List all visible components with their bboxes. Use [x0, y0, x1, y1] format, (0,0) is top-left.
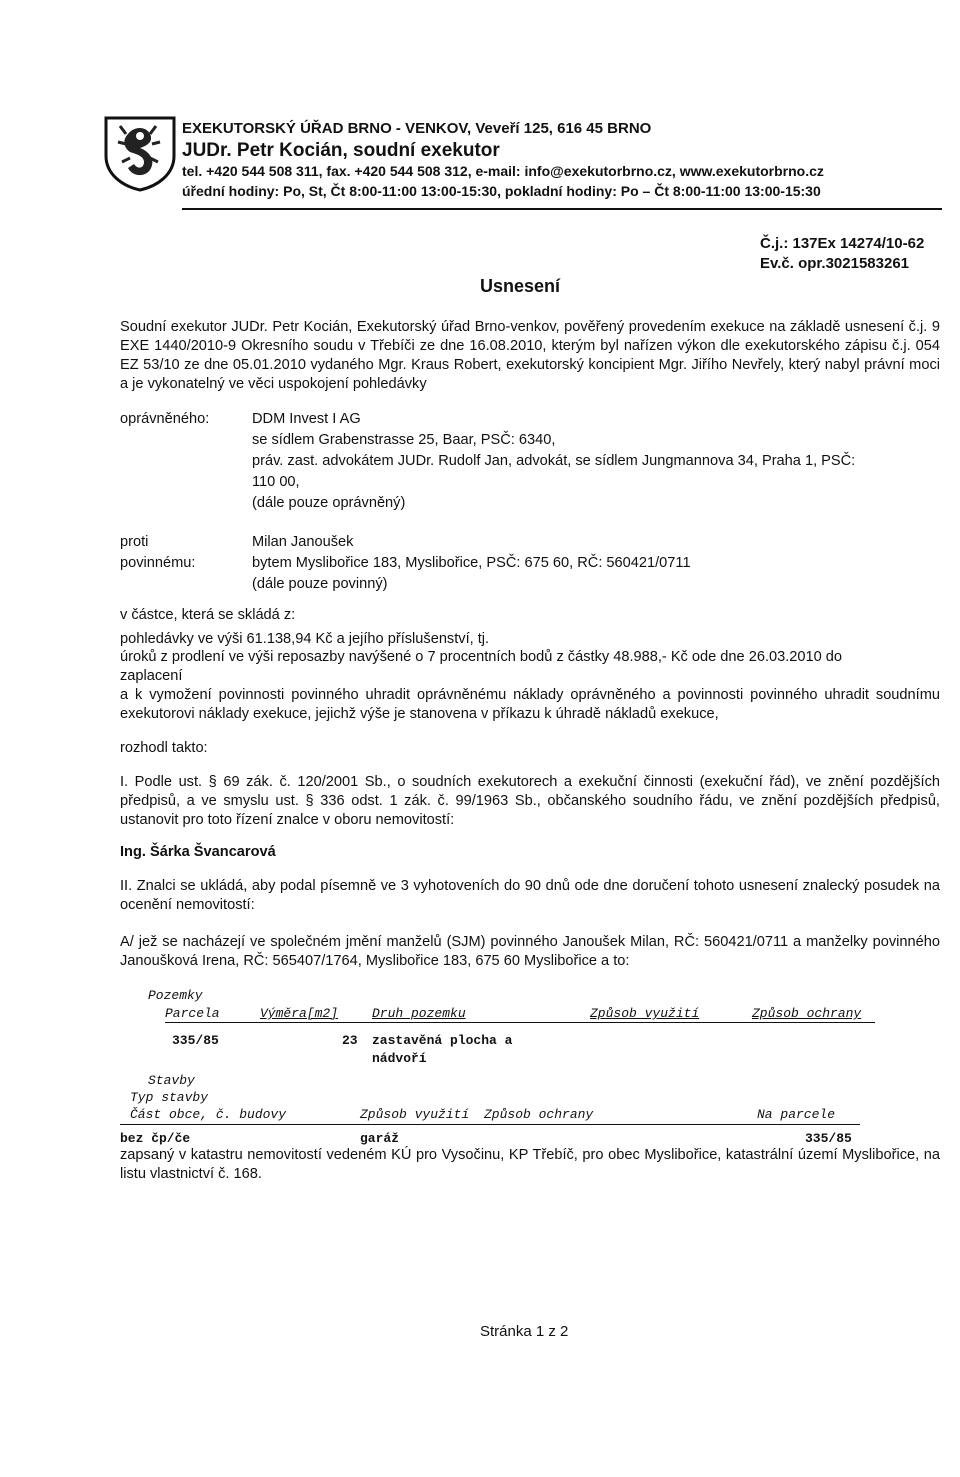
- buildings-header-type: Typ stavby: [130, 1090, 209, 1105]
- expert-name: Ing. Šárka Švancarová: [120, 844, 276, 860]
- land-kind: zastavěná plocha a: [372, 1033, 513, 1048]
- land-header-rule: [165, 1022, 875, 1023]
- document-title: Usnesení: [480, 276, 561, 296]
- claim-amount: pohledávky ve výši 61.138,94 Kč a jejího příslušenství, tj.: [120, 631, 490, 647]
- land-header-area: Výměra[m2]: [260, 1006, 339, 1021]
- point-a: A/ jež se nacházejí ve společném jmění manželů (SJM) povinného Janoušek Milan, RČ: 560421/0711 a manželky povinného Janoušková Irena, RČ: 565407/1764, Myslibořice 183, 675 60 Myslibořice a to:: [120, 934, 940, 969]
- case-number: Č.j.: 137Ex 14274/10-62: [760, 235, 925, 252]
- creditor-name: DDM Invest I AG: [252, 411, 361, 427]
- land-area: 23: [342, 1033, 358, 1048]
- building-part: bez čp/če: [120, 1131, 191, 1146]
- land-header-kind: Druh pozemku: [372, 1006, 466, 1021]
- decision-heading: rozhodl takto:: [120, 740, 208, 756]
- land-header-use: Způsob využití: [590, 1006, 700, 1021]
- office-hours: úřední hodiny: Po, St, Čt 8:00-11:00 13:00-15:30, pokladní hodiny: Po – Čt 8:00-11:00 13:00-15:30: [182, 183, 821, 199]
- costs-paragraph: a k vymožení povinnosti povinného uhradit oprávněnému náklady oprávněného a povinnosti povinného uhradit soudnímu exekutorovi náklady exekuce, jejichž výše je stanovena v příkazu k úhradě nákladů exekuce,: [120, 687, 940, 722]
- land-header-parcel: Parcela: [165, 1006, 220, 1021]
- buildings-header-use: Způsob využití: [360, 1107, 470, 1122]
- debtor-address: bytem Myslibořice 183, Myslibořice, PSČ: 675 60, RČ: 560421/0711: [252, 555, 691, 571]
- building-parcel: 335/85: [805, 1131, 852, 1146]
- against-label: proti: [120, 534, 149, 550]
- land-kind-cont: nádvoří: [372, 1051, 427, 1066]
- interest-line: úroků z prodlení ve výši reposazby navýšené o 7 procentních bodů z částky 48.988,- Kč ode dne 26.03.2010 do: [120, 649, 843, 665]
- interest-until: zaplacení: [120, 668, 183, 684]
- intro-paragraph: Soudní exekutor JUDr. Petr Kocián, Exekutorský úřad Brno-venkov, pověřený provedením exekuce na základě usnesení č.j. 9 EXE 1440/2010-9 Okresního soudu v Třebíči ze dne 16.08.2010, kterým byl nařízen výkon dle exekutorského zápisu č.j. 054 EZ 53/10 ze dne 05.01.2010 vydaného Mgr. Kraus Robert, exekutorský koncipient Mgr. Jiřího Nevřely, který nabyl právní moci a je vykonatelný ve věci uspokojení pohledávky: [120, 319, 940, 392]
- debtor-note: (dále pouze povinný): [252, 576, 388, 592]
- debtor-label: povinnému:: [120, 555, 196, 571]
- page-number: Stránka 1 z 2: [480, 1323, 569, 1340]
- land-parcel: 335/85: [172, 1033, 219, 1048]
- point-two: II. Znalci se ukládá, aby podal písemně ve 3 vyhotoveních do 90 dnů ode dne doručení tohoto usnesení znalecký posudek na ocenění nemovitostí:: [120, 878, 940, 913]
- header-divider: [182, 208, 942, 210]
- buildings-header-parcel: Na parcele: [757, 1107, 836, 1122]
- creditor-representative-zip: 110 00,: [252, 474, 300, 490]
- amount-intro: v částce, která se skládá z:: [120, 607, 296, 623]
- contact-line: tel. +420 544 508 311, fax. +420 544 508 312, e-mail: info@exekutorbrno.cz, www.exekutorbrno.cz: [182, 163, 824, 179]
- buildings-header-rule: [120, 1124, 860, 1125]
- executor-name: JUDr. Petr Kocián, soudní exekutor: [182, 140, 500, 161]
- coat-of-arms-logo: [100, 112, 180, 192]
- registration-number: Ev.č. opr.3021583261: [760, 255, 910, 272]
- registry-paragraph: zapsaný v katastru nemovitostí vedeném KÚ pro Vysočinu, KP Třebíč, pro obec Myslibořice, katastrální území Myslibořice, na listu vlastnictví č. 168.: [120, 1147, 940, 1182]
- creditor-note: (dále pouze oprávněný): [252, 495, 406, 511]
- building-use: garáž: [360, 1131, 400, 1146]
- land-header-protection: Způsob ochrany: [752, 1006, 862, 1021]
- land-section-label: Pozemky: [148, 988, 203, 1003]
- office-address: EXEKUTORSKÝ ÚŘAD BRNO - VENKOV, Veveří 125, 616 45 BRNO: [182, 120, 652, 137]
- creditor-representative: práv. zast. advokátem JUDr. Rudolf Jan, advokát, se sídlem Jungmannova 34, Praha 1, PSČ:: [252, 453, 856, 469]
- buildings-header-part: Část obce, č. budovy: [130, 1107, 287, 1122]
- buildings-header-protection: Způsob ochrany: [484, 1107, 594, 1122]
- creditor-label: oprávněného:: [120, 411, 210, 427]
- debtor-name: Milan Janoušek: [252, 534, 354, 550]
- buildings-section-label: Stavby: [148, 1073, 195, 1088]
- creditor-seat: se sídlem Grabenstrasse 25, Baar, PSČ: 6340,: [252, 432, 556, 448]
- point-one: I. Podle ust. § 69 zák. č. 120/2001 Sb., o soudních exekutorech a exekuční činnosti (exekuční řád), ve znění pozdějších předpisů, a ve smyslu ust. § 336 odst. 1 zák. č. 99/1963 Sb., občanského soudního řádu, ve znění pozdějších předpisů, ustanovit pro toto řízení znalce v oboru nemovitostí:: [120, 774, 940, 828]
